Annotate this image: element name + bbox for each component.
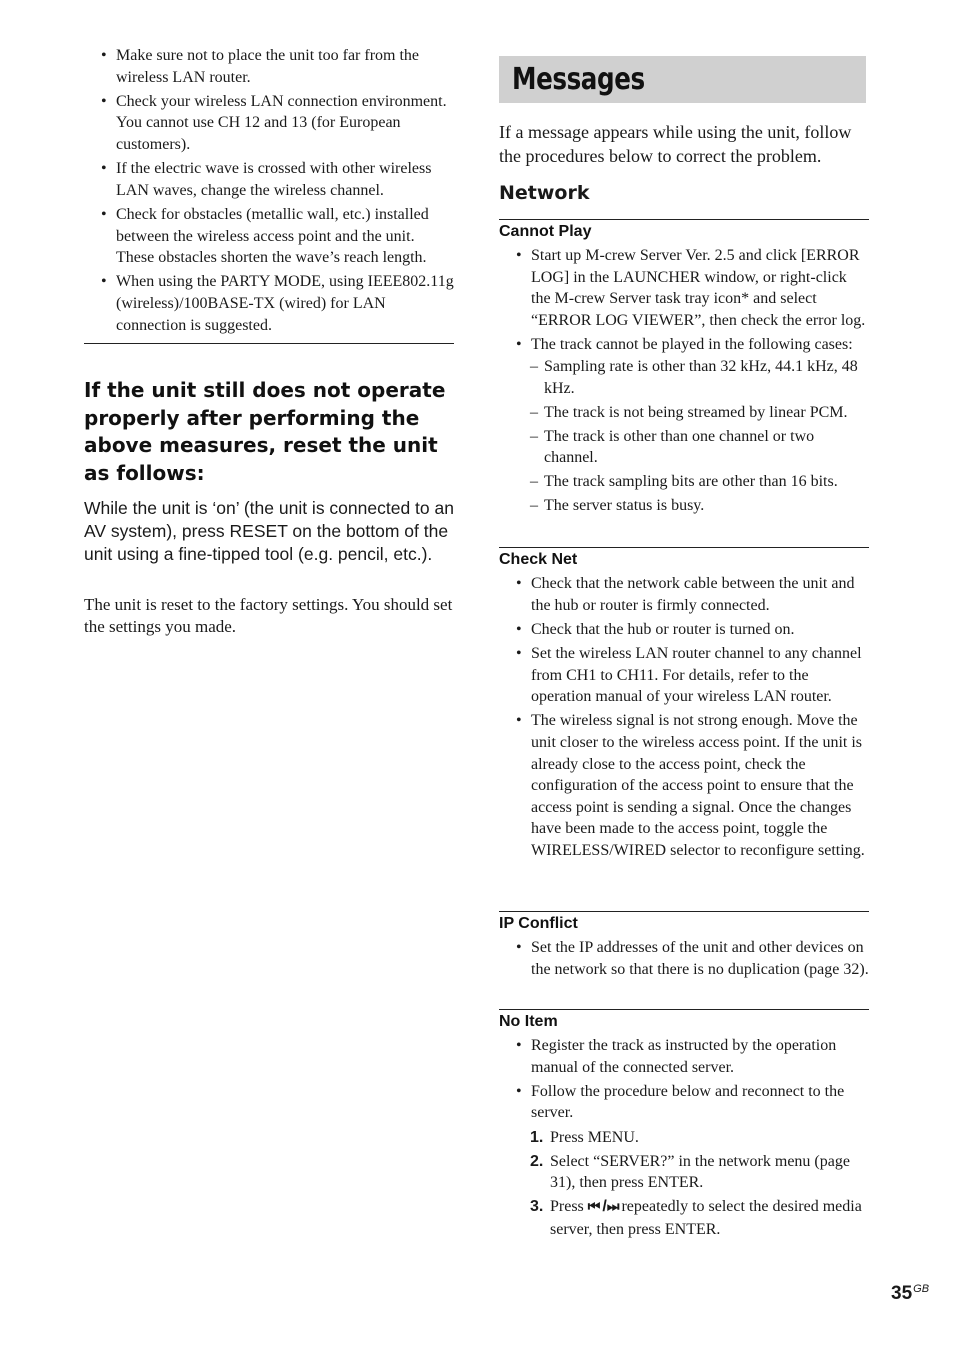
list-item: • Set the IP addresses of the unit and other devices on the network so that there is no duplication (page 32). [499,937,869,980]
page-title: Messages [512,62,645,97]
skip-previous-icon: ⏮ [587,1199,599,1216]
messages-title-bar [499,56,866,103]
list-item: • Start up M-crew Server Ver. 2.5 and click [ERROR LOG] in the LAUNCHER window, or right-click the M-crew Server task tray icon* and select “ERROR LOG VIEWER”, then check the error log. [499,245,869,331]
reset-instructions: While the unit is ‘on’ (the unit is connected to an AV system), press RESET on the bottom of the unit using a fine-tipped tool (e.g. pencil, etc.). [84,498,454,564]
reconnect-steps [499,1127,869,1241]
page-number [891,1282,928,1308]
no-item-section [499,1010,869,1243]
step-item [499,1196,869,1240]
list-item: • Check your wireless LAN connection environment. You cannot use CH 12 and 13 (for European customers). [84,91,454,156]
check-net-section [499,548,869,864]
list-item: • The wireless signal is not strong enough. Move the unit closer to the wireless access point. If the unit is already close to the access point, check the configuration of the access point to ensure that the access point is sending a signal. Once the changes have been made to the access point, toggle the WIRELESS/WIRED selector to reconfigure setting. [499,710,869,861]
skip-next-icon: ⏭ [606,1199,618,1216]
step-item [499,1151,869,1194]
cannot-play-list [499,245,869,356]
cannot-play-title: Cannot Play [499,223,592,240]
check-net-title: Check Net [499,551,578,568]
list-item: – Sampling rate is other than 32 kHz, 44.1 kHz, 48 kHz. [499,356,869,399]
step-text: Press MENU. [550,1128,639,1146]
page-number-suffix: GB [913,1283,930,1295]
list-item: – The server status is busy. [499,495,869,517]
icon-separator: / [602,1198,607,1216]
step-number: 3. [530,1198,544,1216]
list-item: – The track is not being streamed by linear PCM. [499,402,869,424]
ip-conflict-list [499,937,869,980]
step-text-post: repeatedly to select the desired media server, then press ENTER. [550,1198,862,1238]
no-item-list [499,1035,869,1124]
list-item: • Register the track as instructed by the operation manual of the connected server. [499,1035,869,1078]
list-item: – The track is other than one channel or two channel. [499,426,869,469]
list-item: • Set the wireless LAN router channel to any channel from CH1 to CH11. For details, refer to the operation manual of your wireless LAN router. [499,643,869,708]
ip-conflict-section [499,912,869,983]
list-item: • Follow the procedure below and reconnect to the server. [499,1081,869,1124]
step-item [499,1127,869,1149]
reset-heading: If the unit still does not operate properly after performing the above measures, reset the unit as follows: [84,378,446,485]
unplayable-cases-list [499,356,869,517]
step-text-pre: Press [550,1198,584,1216]
step-number: 1. [530,1128,544,1146]
wireless-tips-list [84,45,454,339]
list-item [499,334,869,356]
step-text: Select “SERVER?” in the network menu (page 31), then press ENTER. [550,1152,850,1192]
list-item: – The track sampling bits are other than 16 bits. [499,471,869,493]
cannot-play-section [499,220,869,519]
page-number-value: 35 [891,1283,913,1304]
list-item: • Check for obstacles (metallic wall, etc.) installed between the wireless access point and the unit. These obstacles shorten the wave’s reach length. [84,204,454,269]
check-net-list [499,573,869,862]
list-item: • If the electric wave is crossed with other wireless LAN waves, change the wireless channel. [84,158,454,201]
no-item-title: No Item [499,1013,558,1030]
list-item: • Make sure not to place the unit too far from the wireless LAN router. [84,45,454,88]
intro-text: If a message appears while using the unit, follow the procedures below to correct the problem. [499,122,852,166]
list-item-text: The track cannot be played in the following cases: [531,335,853,353]
list-item: • When using the PARTY MODE, using IEEE802.11g (wireless)/100BASE-TX (wired) for LAN connection is suggested. [84,271,454,336]
network-heading: Network [499,182,590,204]
ip-conflict-title: IP Conflict [499,915,578,932]
list-item: • Check that the network cable between the unit and the hub or router is firmly connected. [499,573,869,616]
section-divider [84,343,454,344]
reset-note: The unit is reset to the factory settings. You should set the settings you made. [84,595,453,636]
step-number: 2. [530,1152,544,1170]
list-item: • Check that the hub or router is turned on. [499,619,869,641]
